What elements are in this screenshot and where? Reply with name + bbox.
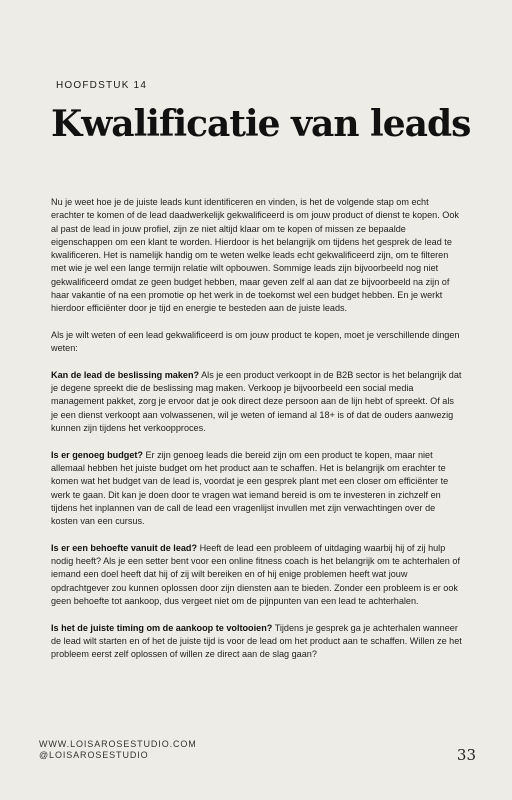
- social-handle[interactable]: @LOISAROSESTUDIO: [39, 750, 149, 760]
- question-paragraph: [51, 449, 463, 529]
- question-text: Heeft de lead een probleem of uitdaging waarbij hij of zij hulp nodig heeft? Als je een setter bent voor een online fitness coach is het belangrijk om te achterhalen of iemand een doel heeft dat hij of zij wilt bereiken en of hij enige problemen heeft wat jouw opdrachtgever zou kunnen oplossen door zijn diensten aan te bieden. Zonder een probleem is er ook geen behoefte tot aankoop, dus vergeet niet om de pijnpunten van een lead te achterhalen.: [51, 542, 460, 606]
- question-heading: Is er een behoefte vanuit de lead?: [51, 542, 198, 553]
- chapter-label: HOOFDSTUK 14: [56, 80, 148, 91]
- intro-paragraph: Nu je weet hoe je de juiste leads kunt identificeren en vinden, is het de volgende stap om echt erachter te komen of de lead daadwerkelijk gekwalificeerd is om jouw product of dienst te kopen. Ook al past de lead in jouw profiel, zijn ze niet altijd klaar om te kopen of missen ze bepaalde eigenschappen om een klant te worden. Hierdoor is het belangrijk om tijdens het gesprek de lead te kwalificeren. Het is namelijk handig om te weten welke leads echt gekwalificeerd zijn, om te filteren met wie je wel een lange termijn relatie wilt opbouwen. Sommige leads zijn bijvoorbeeld nog niet gekwalificeerd omdat ze geen budget hebben, maar geven zelf al aan dat ze bijvoorbeeld na zijn of haar vakantie of na een promotie op het werk in de toekomst wel een budget hebben. En je werkt hierdoor efficiënter door je tijd en energie te besteden aan de juiste leads.: [51, 197, 459, 314]
- question-text: Als je een product verkoopt in de B2B sector is het belangrijk dat je degene spreekt die de beslissing mag maken. Verkoop je bijvoorbeeld een social media management pakket, zorg je ervoor dat je ook direct deze persoon aan de lijn hebt of spreekt. Of als je een dienst verkoopt aan volwassenen, wil je weten of iemand al 18+ is of dat de ouders aanwezig kunnen zijn tijdens het verkoopproces.: [51, 369, 462, 434]
- question-paragraph: [51, 369, 463, 435]
- question-heading: Kan de lead de beslissing maken?: [51, 369, 200, 380]
- question-paragraph: [51, 622, 463, 662]
- question-heading: Is het de juiste timing om de aankoop te voltooien?: [51, 622, 273, 633]
- question-heading: Is er genoeg budget?: [51, 449, 143, 460]
- body-text: [51, 196, 463, 675]
- question-text: Er zijn genoeg leads die bereid zijn om een product te kopen, maar niet allemaal hebben het juiste budget om het product aan te schaffen. Het is belangrijk om erachter te komen wat het budget van de lead is, voordat je een gesprek plant met een closer om efficiënter te werk te gaan. Dit kan je doen door te vragen wat iemand bereid is om te investeren in zichzelf en tijdens het inplannen van de call de lead een vragenlijst invullen met zijn verwachtingen over de kosten van een cursus.: [51, 449, 449, 527]
- footer-links: [39, 739, 197, 761]
- website-link[interactable]: WWW.LOISAROSESTUDIO.COM: [39, 739, 197, 749]
- question-text: Tijdens je gesprek ga je achterhalen wanneer de lead wilt starten en of het de juiste tijd is voor de lead om het product aan te schaffen. Willen ze het probleem eerst zelf oplossen of willen ze direct aan de slag gaan?: [51, 622, 462, 660]
- lead-in-paragraph: Als je wilt weten of een lead gekwalificeerd is om jouw product te kopen, moet je verschillende dingen weten:: [51, 329, 460, 354]
- page-title: Kwalificatie van leads: [51, 103, 471, 145]
- page-number: 33: [456, 746, 476, 764]
- question-paragraph: [51, 542, 463, 608]
